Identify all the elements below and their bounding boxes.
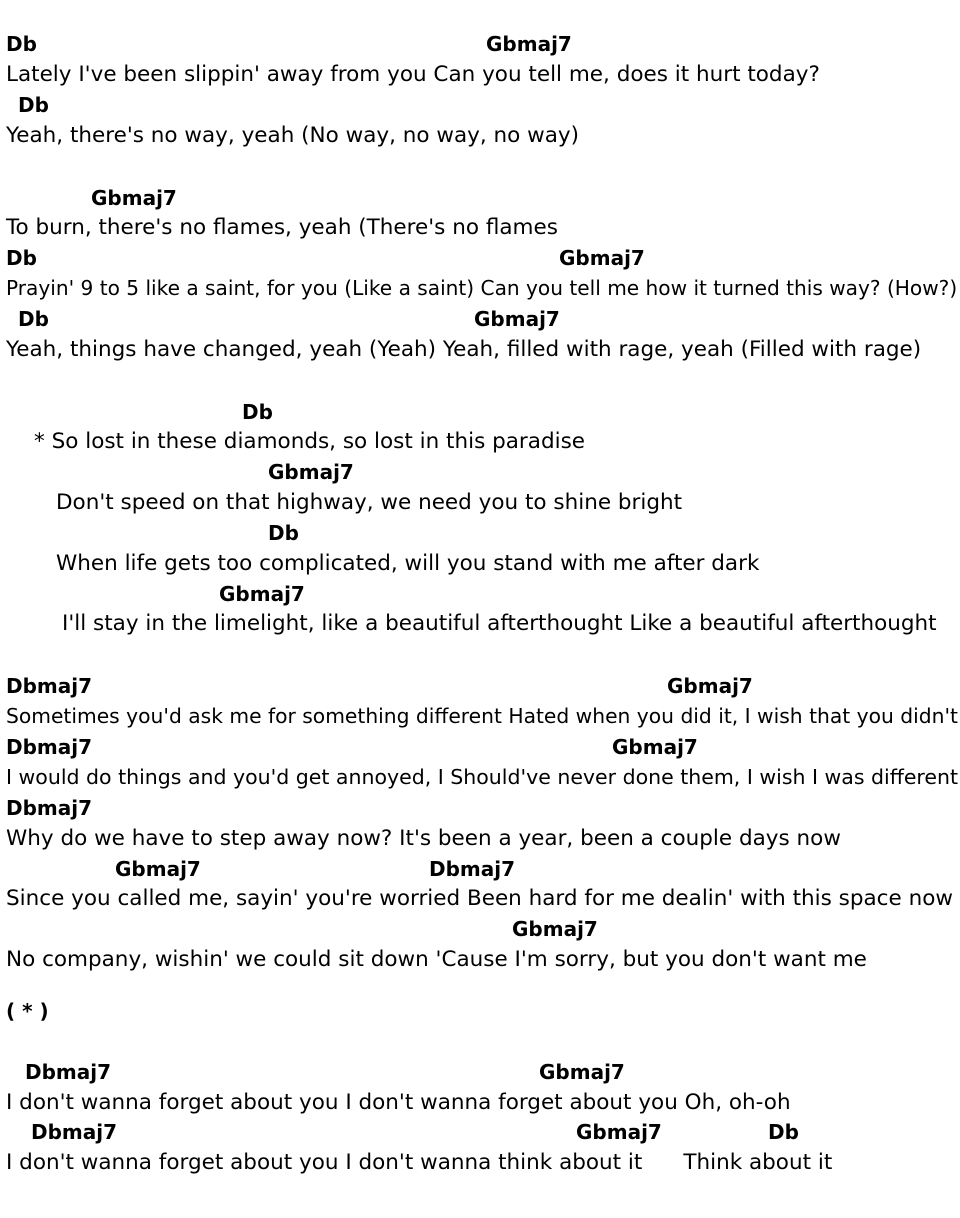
chord: Gbmaj7 [486,32,572,56]
chord: Db [18,93,49,117]
chord: Gbmaj7 [115,857,201,881]
lyric-line: Lately I've been slippin' away from you Can you tell me, does it hurt today? [6,62,820,87]
lyric-line: When life gets too complicated, will you stand with me after dark [56,551,760,576]
chord: Dbmaj7 [429,857,516,881]
lyric-line: No company, wishin' we could sit down 'Cause I'm sorry, but you don't want me [6,947,867,972]
lyric-line: To burn, there's no flames, yeah (There's no flames [6,215,558,240]
chord: Db [268,521,299,545]
chord: Db [6,246,37,270]
chord: Db [768,1120,799,1144]
chord: Db [242,400,273,424]
lyric-line: I would do things and you'd get annoyed, I Should've never done them, I wish I was different [6,765,959,789]
lyric-line: Why do we have to step away now? It's been a year, been a couple days now [6,826,841,851]
lyric-line: I don't wanna forget about you I don't wanna think about it Think about it [6,1150,833,1175]
chord: Db [18,307,49,331]
chord: Gbmaj7 [667,674,753,698]
lyric-line: I'll stay in the limelight, like a beautiful afterthought Like a beautiful afterthought [62,611,937,636]
chord: Gbmaj7 [219,582,305,606]
chord: Gbmaj7 [559,246,645,270]
lyric-line: Prayin' 9 to 5 like a saint, for you (Like a saint) Can you tell me how it turned this way? (How?) [6,276,958,300]
lyric-line: Yeah, there's no way, yeah (No way, no way, no way) [6,123,580,148]
lyric-line: Don't speed on that highway, we need you to shine bright [56,490,683,515]
lyric-line: Since you called me, sayin' you're worried Been hard for me dealin' with this space now [6,886,953,911]
chord: Gbmaj7 [512,917,598,941]
chorus-repeat-marker: ( * ) [6,999,49,1023]
chord: Gbmaj7 [576,1120,662,1144]
chord: Gbmaj7 [474,307,560,331]
lyric-line: Sometimes you'd ask me for something different Hated when you did it, I wish that you didn't [6,704,958,728]
lyric-line: I don't wanna forget about you I don't wanna forget about you Oh, oh-oh [6,1090,791,1115]
chord: Dbmaj7 [6,796,93,820]
chord: Dbmaj7 [6,674,93,698]
chord: Gbmaj7 [268,460,354,484]
lyric-line: Yeah, things have changed, yeah (Yeah) Yeah, filled with rage, yeah (Filled with rage) [6,337,922,362]
chord: Gbmaj7 [612,735,698,759]
chord: Gbmaj7 [539,1060,625,1084]
chord: Dbmaj7 [6,735,93,759]
lyric-line: * So lost in these diamonds, so lost in this paradise [34,429,586,454]
chord: Db [6,32,37,56]
chord: Gbmaj7 [91,186,177,210]
chord: Dbmaj7 [25,1060,112,1084]
chord: Dbmaj7 [31,1120,118,1144]
